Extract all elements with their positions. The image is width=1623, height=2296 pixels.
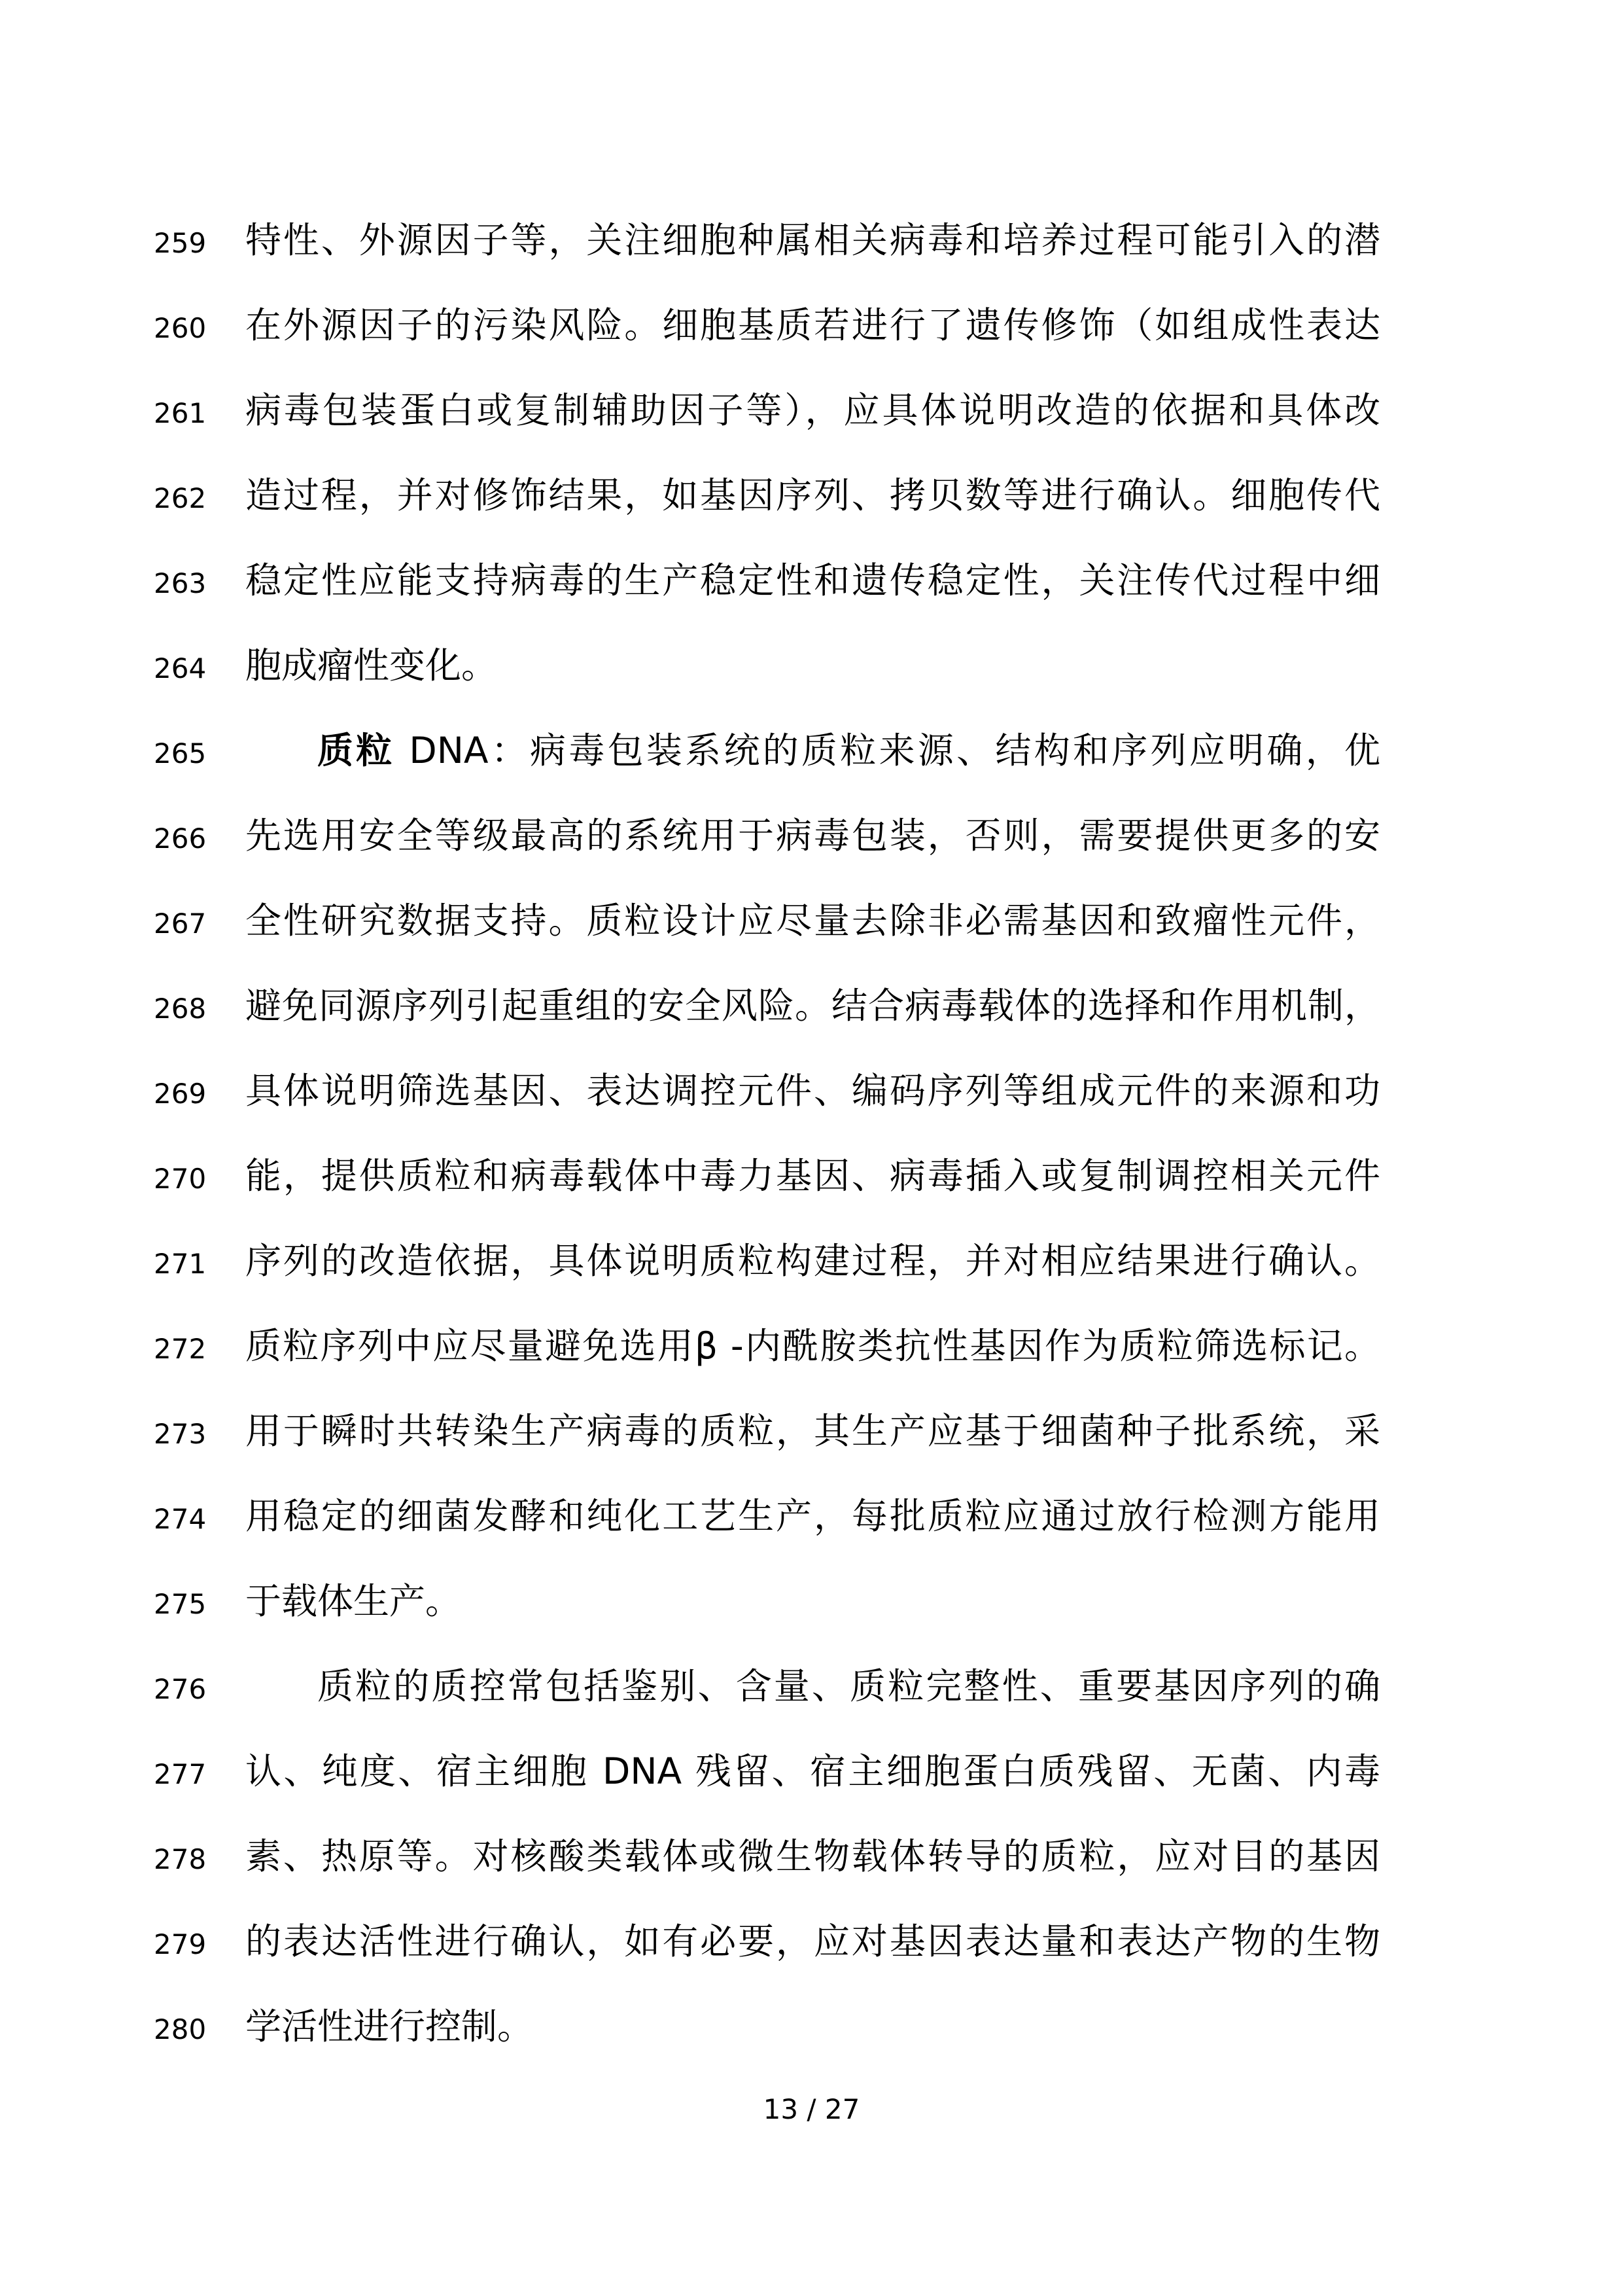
line-row (154, 1303, 1380, 1388)
line-text: 具体说明筛选基因、表达调控元件、编码序列等组成元件的来源和功 (245, 1070, 1380, 1112)
line-number: 259 (154, 227, 207, 259)
line-row (154, 1133, 1380, 1218)
line-row (154, 198, 1380, 283)
line-text: 特性、外源因子等，关注细胞种属相关病毒和培养过程可能引入的潜 (245, 219, 1380, 261)
line-number: 280 (154, 2013, 207, 2045)
line-text: 稳定性应能支持病毒的生产稳定性和遗传稳定性，关注传代过程中细 (245, 559, 1380, 601)
line-number: 272 (154, 1333, 207, 1365)
line-text: 质粒的质控常包括鉴别、含量、质粒完整性、重要基因序列的确 (317, 1665, 1380, 1707)
line-row (154, 1559, 1380, 1644)
line-number: 263 (154, 567, 207, 599)
line-text: 避免同源序列引起重组的安全风险。结合病毒载体的选择和作用机制， (245, 985, 1380, 1027)
line-number: 266 (154, 822, 207, 855)
text-block (154, 198, 1380, 2069)
line-text: 用稳定的细菌发酵和纯化工艺生产，每批质粒应通过放行检测方能用 (245, 1495, 1380, 1537)
line-number: 270 (154, 1163, 207, 1195)
line-row (154, 1388, 1380, 1474)
line-number: 269 (154, 1078, 207, 1110)
line-text: 全性研究数据支持。质粒设计应尽量去除非必需基因和致瘤性元件， (245, 900, 1380, 942)
line-row (154, 1729, 1380, 1814)
line-text: 质粒序列中应尽量避免选用β -内酰胺类抗性基因作为质粒筛选标记。 (245, 1325, 1380, 1367)
line-text: 序列的改造依据，具体说明质粒构建过程，并对相应结果进行确认。 (245, 1240, 1380, 1282)
line-number: 264 (154, 652, 207, 684)
line-number: 265 (154, 737, 207, 769)
line-row (154, 453, 1380, 538)
line-row (154, 1814, 1380, 1899)
line-row (154, 963, 1380, 1048)
line-text: 用于瞬时共转染生产病毒的质粒，其生产应基于细菌种子批系统，采 (245, 1410, 1380, 1452)
line-text: 造过程，并对修饰结果，如基因序列、拷贝数等进行确认。细胞传代 (245, 474, 1380, 516)
line-row (154, 878, 1380, 963)
line-text: 能，提供质粒和病毒载体中毒力基因、病毒插入或复制调控相关元件 (245, 1155, 1380, 1197)
line-text: 先选用安全等级最高的系统用于病毒包装，否则，需要提供更多的安 (245, 815, 1380, 857)
line-text: 于载体生产。 (245, 1580, 462, 1622)
line-row (154, 1048, 1380, 1133)
line-row (154, 283, 1380, 368)
line-text (245, 708, 1380, 793)
line-row (154, 623, 1380, 708)
line-number: 273 (154, 1418, 207, 1450)
line-number: 279 (154, 1928, 207, 1960)
line-text-bold-term: 质粒 (317, 730, 395, 771)
line-number: 277 (154, 1758, 207, 1790)
line-text: 在外源因子的污染风险。细胞基质若进行了遗传修饰（如组成性表达 (245, 304, 1380, 346)
line-number: 261 (154, 397, 207, 429)
line-number: 275 (154, 1588, 207, 1620)
line-number: 278 (154, 1843, 207, 1875)
line-row (154, 1899, 1380, 1984)
line-text-rest: DNA：病毒包装系统的质粒来源、结构和序列应明确，优 (394, 730, 1380, 771)
line-row (154, 1984, 1380, 2069)
page-number: 13 / 27 (763, 2093, 860, 2125)
line-text: 病毒包装蛋白或复制辅助因子等），应具体说明改造的依据和具体改 (245, 389, 1380, 431)
line-row (154, 708, 1380, 793)
line-row (154, 1644, 1380, 1729)
line-number: 267 (154, 908, 207, 940)
line-text: 胞成瘤性变化。 (245, 645, 498, 686)
line-row (154, 793, 1380, 878)
line-row (154, 1474, 1380, 1559)
line-number: 260 (154, 312, 207, 344)
line-text: 认、纯度、宿主细胞 DNA 残留、宿主细胞蛋白质残留、无菌、内毒 (245, 1750, 1380, 1792)
line-number: 268 (154, 993, 207, 1025)
line-number: 274 (154, 1503, 207, 1535)
line-number: 262 (154, 482, 207, 514)
line-text: 素、热原等。对核酸类载体或微生物载体转导的质粒，应对目的基因 (245, 1835, 1380, 1877)
line-text: 学活性进行控制。 (245, 2005, 534, 2047)
line-number: 276 (154, 1673, 207, 1705)
line-number: 271 (154, 1248, 207, 1280)
line-row (154, 538, 1380, 623)
line-row (154, 1218, 1380, 1303)
line-text: 的表达活性进行确认，如有必要，应对基因表达量和表达产物的生物 (245, 1920, 1380, 1962)
line-row (154, 368, 1380, 453)
